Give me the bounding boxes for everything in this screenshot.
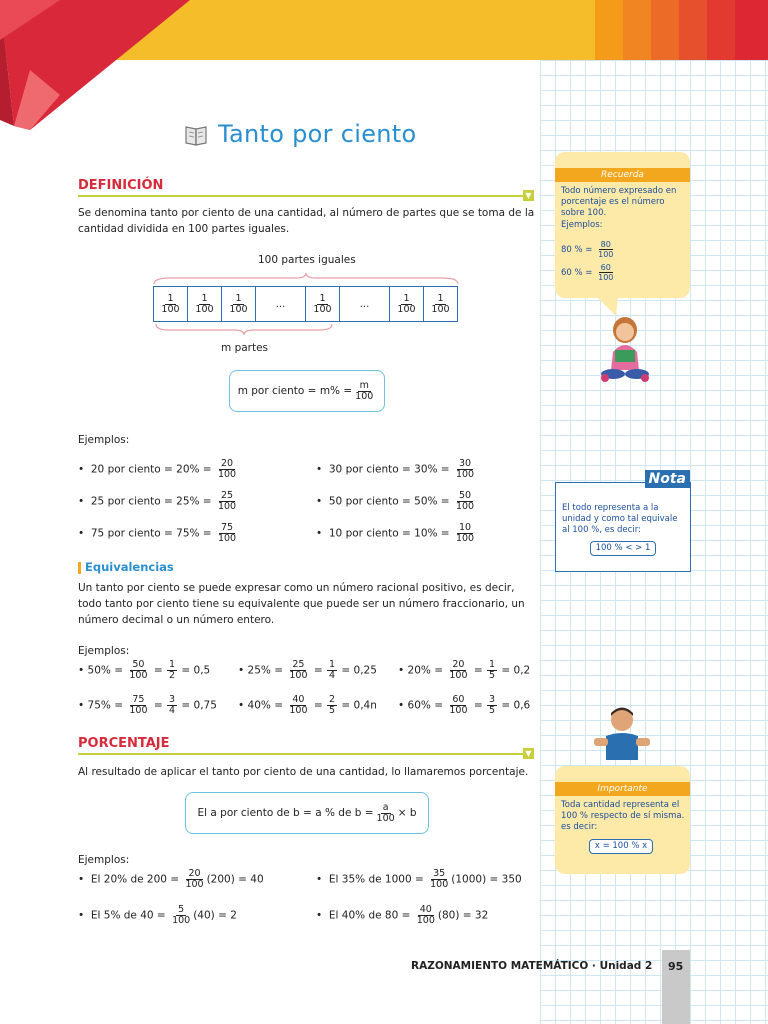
percent-example: • El 5% de 40 = $\frac{5}{100}$ (40) = 2 [78, 904, 237, 926]
example-item: • 25 por ciento = 25% = $\frac{25}{100}$ [78, 490, 237, 512]
part-ellipsis: ... [256, 287, 306, 321]
nota-box [555, 471, 691, 572]
page-number: 95 [668, 960, 684, 973]
bottom-brace [154, 322, 336, 336]
footer-text: RAZONAMIENTO MATEMÁTICO · Unidad 2 [411, 960, 653, 972]
top-brace [150, 272, 462, 286]
part-cell: $\frac{1}{100}$ [306, 287, 340, 321]
recuerda-example-1: 80 % = $\frac{80}{100}$ [561, 240, 614, 259]
parts-strip [153, 286, 458, 322]
example-item: • 50 por ciento = 50% = $\frac{50}{100}$ [316, 490, 475, 512]
definition-formula-box [229, 370, 385, 412]
recuerda-heading: Recuerda [555, 168, 690, 182]
equivalence-item: • 20% = $\frac{20}{100}$ = $\frac{1}{5}$ = 0,2 [398, 659, 531, 681]
importante-box [555, 766, 690, 874]
definicion-text: Se denomina tanto por ciento de una cantidad, al número de partes que se toma de la cantidad dividida en 100 partes iguales. [78, 207, 535, 235]
equivalencias-text: Un tanto por ciento se puede expresar como un número racional positivo, es decir, todo tanto por ciento tiene su equivalente que puede ser un número fraccionario, un número decimal o un número entero. [78, 582, 525, 626]
recuerda-example-2: 60 % = $\frac{60}{100}$ [561, 263, 614, 282]
section-heading-porcentaje: PORCENTAJE [78, 736, 170, 751]
subheading-marker [78, 562, 81, 574]
diagram-bottom-label: m partes [221, 342, 269, 354]
part-cell: $\frac{1}{100}$ [390, 287, 424, 321]
equivalence-item: • 50% = $\frac{50}{100}$ = $\frac{1}{2}$ = 0,5 [78, 659, 211, 681]
percent-example: • El 40% de 80 = $\frac{40}{100}$ (80) = 32 [316, 904, 489, 926]
recuerda-box [555, 152, 690, 298]
formula-text: m por ciento = m% = [237, 385, 353, 397]
example-item: • 10 por ciento = 10% = $\frac{10}{100}$ [316, 522, 475, 544]
part-cell: $\frac{1}{100}$ [222, 287, 256, 321]
section-divider [78, 195, 524, 197]
porcentaje-text: Al resultado de aplicar el tanto por ciento de una cantidad, lo llamaremos porcentaje. [78, 766, 529, 778]
percent-example: • El 20% de 200 = $\frac{20}{100}$ (200) = 40 [78, 868, 264, 890]
percent-example: • El 35% de 1000 = $\frac{35}{100}$ (1000) = 350 [316, 868, 522, 890]
part-cell: $\frac{1}{100}$ [188, 287, 222, 321]
boy-illustration [592, 704, 652, 766]
nota-text: El todo representa a la unidad y como tal equivale al 100 %, es decir: [562, 503, 678, 535]
section-heading-definicion: DEFINICIÓN [78, 178, 164, 193]
example-item: • 20 por ciento = 20% = $\frac{20}{100}$ [78, 458, 237, 480]
porcentaje-formula-box: El a por ciento de b = a % de b = $\frac{a}{100}$ × b [185, 792, 429, 834]
section-divider [78, 753, 524, 755]
recuerda-ejemplos: Ejemplos: [561, 220, 603, 230]
part-cell: $\frac{1}{100}$ [424, 287, 458, 321]
importante-pill: x = 100 % x [589, 839, 653, 854]
importante-heading: Importante [555, 782, 690, 796]
part-cell: $\frac{1}{100}$ [154, 287, 188, 321]
ejemplos-label: Ejemplos: [78, 434, 130, 446]
girl-reading-illustration [595, 312, 655, 384]
book-icon [183, 125, 209, 147]
diagram-top-label: 100 partes iguales [258, 254, 356, 266]
importante-text: Toda cantidad representa el 100 % respecto de sí misma. es decir: [561, 800, 685, 832]
chevron-down-icon: ▼ [523, 748, 534, 759]
recuerda-text: Todo número expresado en porcentaje es el número sobre 100. [561, 186, 677, 218]
ejemplos-label: Ejemplos: [78, 854, 130, 866]
chevron-down-icon: ▼ [523, 190, 534, 201]
page-title: Tanto por ciento [218, 120, 417, 148]
ejemplos-label: Ejemplos: [78, 645, 130, 657]
equivalence-item: • 75% = $\frac{75}{100}$ = $\frac{3}{4}$ = 0,75 [78, 694, 217, 716]
example-item: • 75 por ciento = 75% = $\frac{75}{100}$ [78, 522, 237, 544]
subheading-equivalencias: Equivalencias [85, 560, 174, 574]
formula-fraction: $\frac{a}{100}$ [376, 801, 395, 824]
example-item: • 30 por ciento = 30% = $\frac{30}{100}$ [316, 458, 475, 480]
formula-fraction: $\frac{m}{100}$ [355, 379, 374, 402]
equivalence-item: • 60% = $\frac{60}{100}$ = $\frac{3}{5}$ = 0,6 [398, 694, 531, 716]
part-ellipsis: ... [340, 287, 390, 321]
nota-heading: Nota [645, 470, 690, 488]
nota-pill: 100 % < > 1 [590, 541, 656, 556]
equivalence-item: • 25% = $\frac{25}{100}$ = $\frac{1}{4}$ = 0,25 [238, 659, 377, 681]
corner-triangle-decoration [0, 0, 200, 140]
equivalence-item: • 40% = $\frac{40}{100}$ = $\frac{2}{5}$ = 0,4n [238, 694, 377, 716]
